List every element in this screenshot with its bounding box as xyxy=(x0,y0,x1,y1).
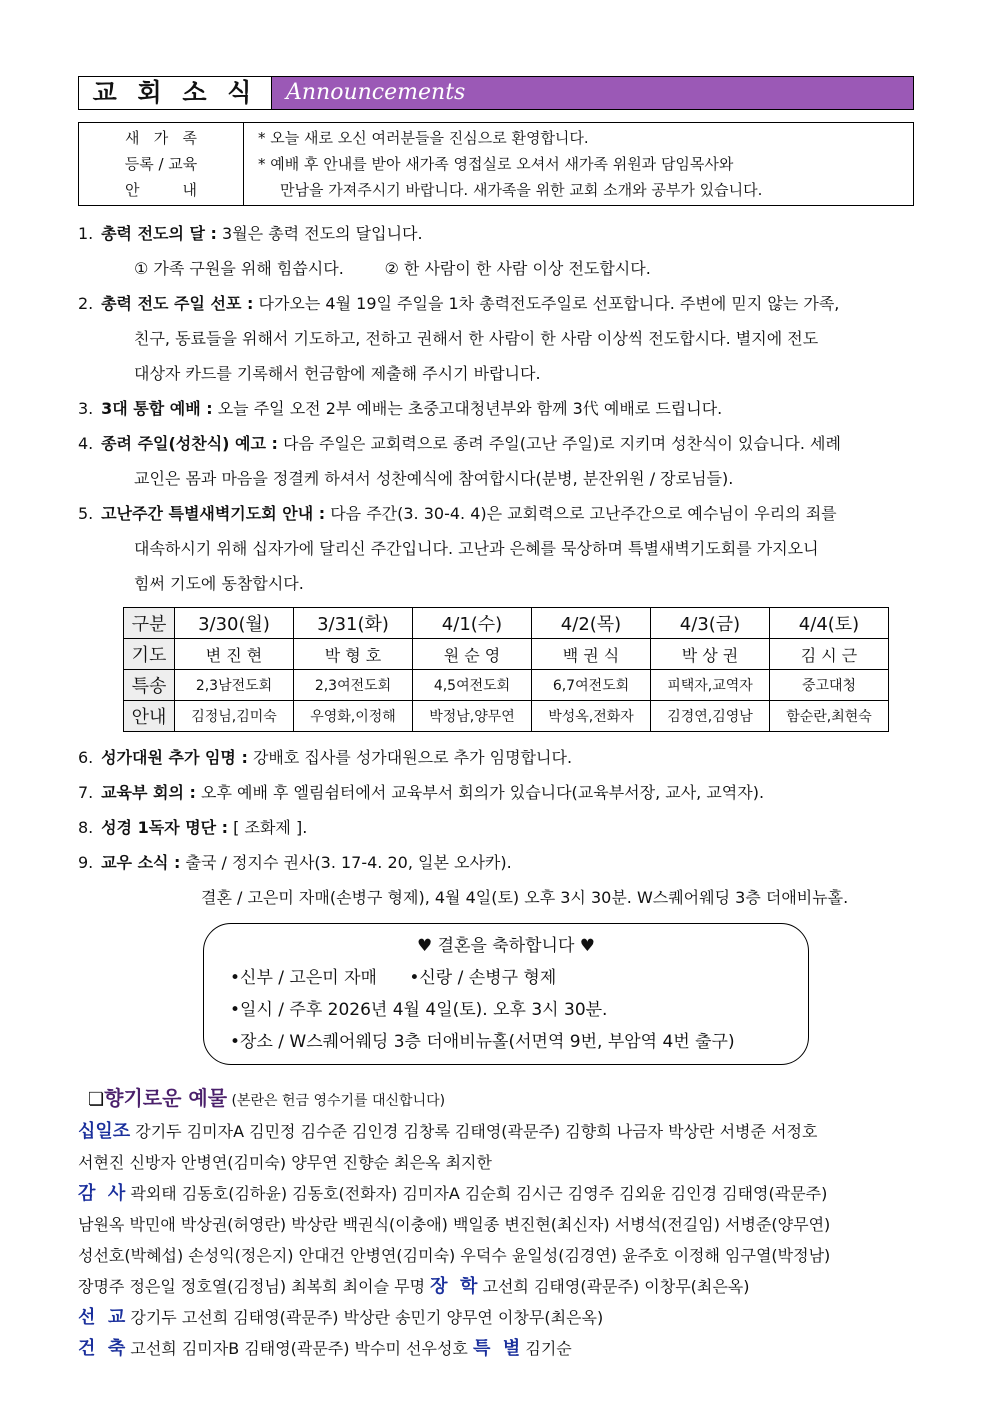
offering-names: 서현진 신방자 안병연(김미숙) 양무연 진향순 최은옥 최지한 xyxy=(78,1153,492,1172)
offering-line xyxy=(78,1147,914,1178)
item-title: 종려 주일(성찬식) 예고 : xyxy=(101,434,278,453)
wedding-line: •신부 / 고은미 자매 •신랑 / 손병구 형제 xyxy=(230,968,557,988)
newcomer-line: * 예배 후 안내를 받아 새가족 영접실로 오셔서 새가족 위원과 담임목사와 xyxy=(258,155,734,173)
item-title: 교육부 회의 : xyxy=(101,783,196,802)
item-text: 다음 주일은 교회력으로 종려 주일(고난 주일)로 지키며 성찬식이 있습니다. 세례 xyxy=(277,434,841,453)
item-number: 3. xyxy=(78,399,94,418)
item-number: 9. xyxy=(78,853,94,872)
newcomer-label: 등록 / 교육 xyxy=(124,155,198,173)
offering-note: (본란은 헌금 영수기를 대신합니다) xyxy=(227,1093,446,1109)
offering-header xyxy=(78,1083,914,1116)
table-header-cell: 3/30(월) xyxy=(175,608,294,639)
offering-names: 고선희 김미자B 김태영(곽문주) 박수미 선우성호 xyxy=(125,1339,473,1358)
offering-names: 강기두 고선희 김태영(곽문주) 박상란 송민기 양무연 이창무(최은옥) xyxy=(125,1308,604,1327)
table-cell: 김 시 근 xyxy=(770,639,889,670)
offering-line xyxy=(78,1271,914,1302)
offering-category: 특 별 xyxy=(472,1338,521,1359)
newcomer-text xyxy=(244,123,913,205)
item-sub: ① 가족 구원을 위해 힘씁시다. ② 한 사람이 한 사람 이상 전도합시다. xyxy=(134,259,651,278)
offering-names: 고선희 김태영(곽문주) 이창무(최은옥) xyxy=(477,1277,750,1296)
announcement-item xyxy=(78,775,914,810)
offering-names: 강기두 김미자A 김민정 김수준 김인경 김창록 김태영(곽문주) 김향희 나금자 박상란 서병준 서정호 xyxy=(130,1122,818,1141)
offering-line xyxy=(78,1178,914,1209)
table-cell: 원 순 영 xyxy=(413,639,532,670)
item-title: 성가대원 추가 임명 : xyxy=(101,748,248,767)
table-cell: 6,7여전도회 xyxy=(532,670,651,701)
table-header-cell: 4/4(토) xyxy=(770,608,889,639)
announcement-item xyxy=(78,740,914,775)
item-text: 오늘 주일 오전 2부 예배는 초중고대청년부와 함께 3代 예배로 드립니다. xyxy=(212,399,723,418)
item-number: 2. xyxy=(78,294,94,313)
wedding-announcement-box xyxy=(203,923,809,1065)
offering-names: 곽외태 김동호(김하윤) 김동호(전화자) 김미자A 김순희 김시근 김영주 김외윤 김인경 김태영(곽문주) xyxy=(125,1184,828,1203)
newcomer-line: 만남을 가져주시기 바랍니다. 새가족을 위한 교회 소개와 공부가 있습니다. xyxy=(280,181,763,199)
offering-category: 건 축 xyxy=(78,1338,126,1359)
item-continuation: 결혼 / 고은미 자매(손병구 형제), 4월 4일(토) 오후 3시 30분. W스퀘어웨딩 3층 더애비뉴홀. xyxy=(201,888,849,907)
item-title: 총력 전도의 달 : xyxy=(101,224,217,243)
table-cell: 김경연,김영남 xyxy=(651,701,770,732)
item-text: 다음 주간(3. 30-4. 4)은 교회력으로 고난주간으로 예수님이 우리의 죄를 xyxy=(325,504,837,523)
item-continuation: 힘써 기도에 동참합시다. xyxy=(134,574,304,593)
item-text: 오후 예배 후 엘림쉼터에서 교육부서 회의가 있습니다(교육부서장, 교사, 교역자). xyxy=(195,783,765,802)
table-cell: 2,3남전도회 xyxy=(175,670,294,701)
announcements-header xyxy=(78,76,914,110)
offering-line xyxy=(78,1333,914,1364)
table-header-cell: 4/2(목) xyxy=(532,608,651,639)
newcomer-box xyxy=(78,122,914,206)
offering-names: 성선호(박혜섭) 손성익(정은지) 안대건 안병연(김미숙) 우덕수 윤일성(김경연) 윤주호 이정해 임구열(박정남) xyxy=(78,1246,831,1265)
table-cell: 중고대청 xyxy=(770,670,889,701)
item-title: 교우 소식 : xyxy=(101,853,181,872)
table-cell: 우영화,이정해 xyxy=(294,701,413,732)
header-title-english: Announcements xyxy=(272,77,913,109)
announcement-item xyxy=(78,391,914,426)
table-cell: 백 권 식 xyxy=(532,639,651,670)
announcement-item xyxy=(78,810,914,845)
item-number: 8. xyxy=(78,818,94,837)
table-header-cell: 구분 xyxy=(124,608,175,639)
item-continuation: 친구, 동료들을 위해서 기도하고, 전하고 권해서 한 사람이 한 사람 이상씩 전도합시다. 별지에 전도 xyxy=(134,329,819,348)
announcement-list xyxy=(78,216,914,915)
table-cell: 박 상 권 xyxy=(651,639,770,670)
item-continuation: 대상자 카드를 기록해서 헌금함에 제출해 주시기 바랍니다. xyxy=(134,364,541,383)
wedding-title: ♥ 결혼을 축하합니다 ♥ xyxy=(416,936,596,956)
offering-category: 감 사 xyxy=(78,1183,126,1204)
table-header-cell: 3/31(화) xyxy=(294,608,413,639)
table-cell: 함순란,최현숙 xyxy=(770,701,889,732)
offering-category: 십일조 xyxy=(78,1121,131,1142)
table-cell: 2,3여전도회 xyxy=(294,670,413,701)
wedding-line: •일시 / 주후 2026년 4월 4일(토). 오후 3시 30분. xyxy=(230,1000,608,1020)
newcomer-line: * 오늘 새로 오신 여러분들을 진심으로 환영합니다. xyxy=(258,129,589,147)
item-text: 3월은 총력 전도의 달입니다. xyxy=(216,224,423,243)
offering-line xyxy=(78,1240,914,1271)
item-title: 성경 1독자 명단 : xyxy=(101,818,229,837)
table-header-cell: 4/1(수) xyxy=(413,608,532,639)
prayer-schedule-table xyxy=(123,607,889,732)
table-cell: 변 진 현 xyxy=(175,639,294,670)
announcement-item xyxy=(78,426,914,461)
offering-names: 김기순 xyxy=(520,1339,572,1358)
table-cell: 박정남,양무연 xyxy=(413,701,532,732)
newcomer-label: 새 가 족 xyxy=(124,129,198,147)
offering-line xyxy=(78,1209,914,1240)
item-title: 3대 통합 예배 : xyxy=(101,399,213,418)
item-number: 4. xyxy=(78,434,94,453)
table-cell: 박성옥,전화자 xyxy=(532,701,651,732)
table-row xyxy=(124,639,889,670)
item-continuation: 대속하시기 위해 십자가에 달리신 주간입니다. 고난과 은혜를 묵상하며 특별새벽기도회를 가지오니 xyxy=(134,539,819,558)
offering-line xyxy=(78,1302,914,1333)
item-title: 고난주간 특별새벽기도회 안내 : xyxy=(101,504,326,523)
offering-names: 장명주 정은일 정호열(김정님) 최복희 최이슬 무명 xyxy=(78,1277,431,1296)
item-continuation: 교인은 몸과 마음을 정결케 하셔서 성찬예식에 참여합시다(분병, 분잔위원 / 장로님들). xyxy=(134,469,734,488)
announcement-item xyxy=(78,286,914,321)
offering-category: 장 학 xyxy=(430,1276,478,1297)
offering-names: 남원옥 박민애 박상권(허영란) 박상란 백권식(이충애) 백일종 변진현(최신자) 서병석(전길임) 서병준(양무연) xyxy=(78,1215,831,1234)
table-cell: 4,5여전도회 xyxy=(413,670,532,701)
header-title-korean: 교 회 소 식 xyxy=(79,77,272,109)
item-number: 7. xyxy=(78,783,94,802)
offering-title: 향기로운 예물 xyxy=(104,1086,228,1110)
table-cell: 김정님,김미숙 xyxy=(175,701,294,732)
table-cell: 피택자,교역자 xyxy=(651,670,770,701)
announcement-item xyxy=(78,496,914,531)
item-number: 1. xyxy=(78,224,94,243)
offering-section xyxy=(78,1083,914,1364)
table-cell: 특송 xyxy=(124,670,175,701)
wedding-line: •장소 / W스퀘어웨딩 3층 더애비뉴홀(서면역 9번, 부암역 4번 출구) xyxy=(230,1032,735,1052)
item-text: [ 조화제 ]. xyxy=(228,818,308,837)
table-row xyxy=(124,701,889,732)
item-text: 다가오는 4월 19일 주일을 1차 총력전도주일로 선포합니다. 주변에 믿지 않는 가족, xyxy=(253,294,840,313)
item-title: 총력 전도 주일 선포 : xyxy=(101,294,254,313)
newcomer-label: 안 내 xyxy=(125,181,197,199)
table-row xyxy=(124,670,889,701)
table-header-cell: 4/3(금) xyxy=(651,608,770,639)
table-header-row xyxy=(124,608,889,639)
table-cell: 안내 xyxy=(124,701,175,732)
bulletin-page xyxy=(78,76,914,1364)
item-text: 강배호 집사를 성가대원으로 추가 임명합니다. xyxy=(247,748,573,767)
offering-category: 선 교 xyxy=(78,1307,126,1328)
item-number: 5. xyxy=(78,504,94,523)
offering-line xyxy=(78,1116,914,1147)
item-text: 출국 / 정지수 권사(3. 17-4. 20, 일본 오사카). xyxy=(180,853,512,872)
table-cell: 박 형 호 xyxy=(294,639,413,670)
checkbox-icon: ❏ xyxy=(88,1089,105,1110)
announcement-item xyxy=(78,845,914,880)
newcomer-labels xyxy=(79,123,244,205)
item-number: 6. xyxy=(78,748,94,767)
announcement-item xyxy=(78,216,914,251)
table-cell: 기도 xyxy=(124,639,175,670)
